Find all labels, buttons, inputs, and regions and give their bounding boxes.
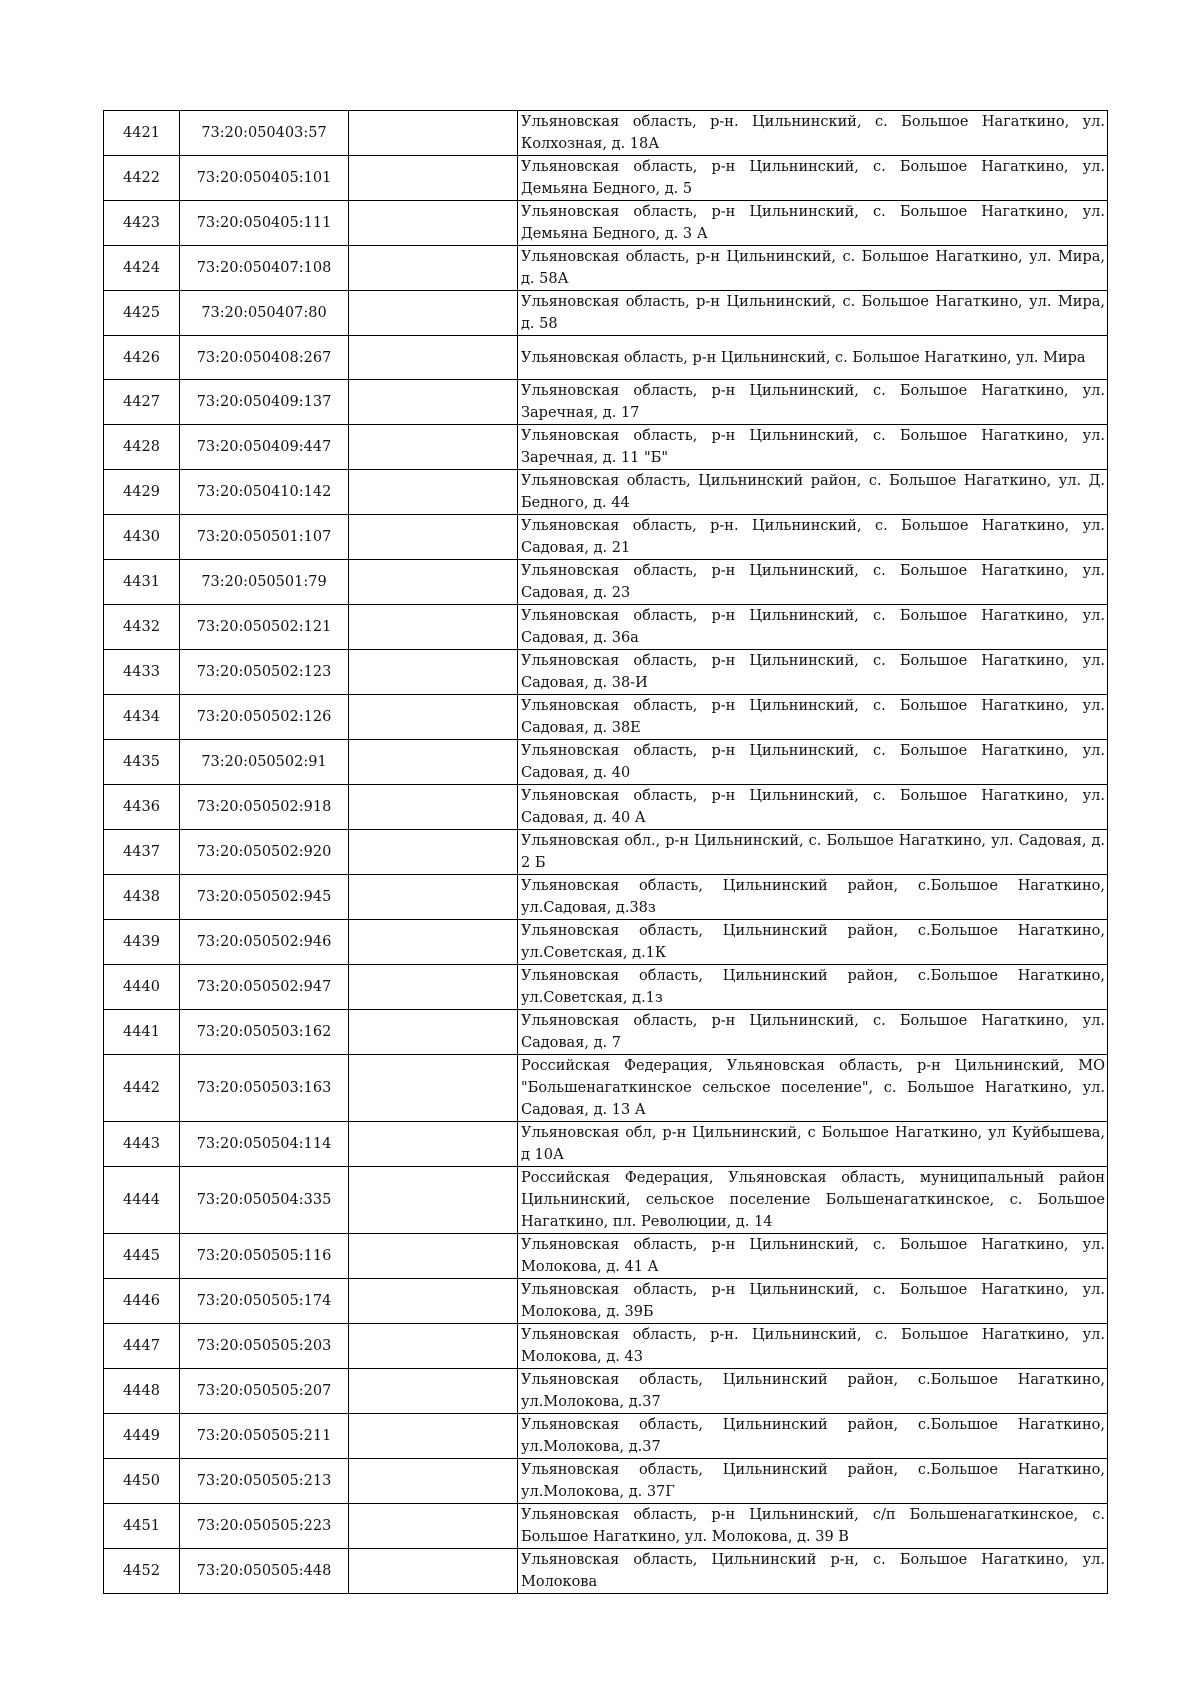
address: Ульяновская область, р-н Цильнинский, с. Большое Нагаткино, ул. Молокова, д. 41 А (518, 1234, 1108, 1279)
row-number: 4450 (104, 1459, 180, 1504)
row-number: 4427 (104, 380, 180, 425)
address: Ульяновская область, р-н Цильнинский, с. Большое Нагаткино, ул. Молокова, д. 39Б (518, 1279, 1108, 1324)
empty-cell (349, 1279, 518, 1324)
empty-cell (349, 1369, 518, 1414)
address: Ульяновская область, р-н Цильнинский, с. Большое Нагаткино, ул. Мира, д. 58 (518, 291, 1108, 336)
address: Ульяновская область, р-н Цильнинский, с. Большое Нагаткино, ул. Садовая, д. 38Е (518, 695, 1108, 740)
row-number: 4423 (104, 201, 180, 246)
cadastral-number: 73:20:050504:335 (180, 1167, 349, 1234)
empty-cell (349, 1122, 518, 1167)
row-number: 4452 (104, 1549, 180, 1594)
empty-cell (349, 965, 518, 1010)
address: Ульяновская область, Цильнинский район, с. Большое Нагаткино, ул. Д. Бедного, д. 44 (518, 470, 1108, 515)
cadastral-number: 73:20:050505:207 (180, 1369, 349, 1414)
address: Ульяновская область, р-н. Цильнинский, с. Большое Нагаткино, ул. Садовая, д. 21 (518, 515, 1108, 560)
cadastral-number: 73:20:050405:111 (180, 201, 349, 246)
address: Ульяновская область, р-н Цильнинский, с/п Большенагаткинское, с. Большое Нагаткино, ул. Молокова, д. 39 В (518, 1504, 1108, 1549)
cadastral-number: 73:20:050505:223 (180, 1504, 349, 1549)
empty-cell (349, 695, 518, 740)
cadastral-number: 73:20:050407:80 (180, 291, 349, 336)
row-number: 4438 (104, 875, 180, 920)
table-row (104, 246, 1108, 291)
cadastral-number: 73:20:050502:946 (180, 920, 349, 965)
table-row (104, 1549, 1108, 1594)
cadastral-number: 73:20:050501:107 (180, 515, 349, 560)
table-row (104, 1414, 1108, 1459)
cadastral-number: 73:20:050502:126 (180, 695, 349, 740)
registry-table (103, 110, 1108, 1594)
row-number: 4445 (104, 1234, 180, 1279)
row-number: 4448 (104, 1369, 180, 1414)
empty-cell (349, 1010, 518, 1055)
table-row (104, 111, 1108, 156)
row-number: 4430 (104, 515, 180, 560)
row-number: 4433 (104, 650, 180, 695)
address: Ульяновская область, Цильнинский район, с.Большое Нагаткино, ул.Садовая, д.38з (518, 875, 1108, 920)
empty-cell (349, 156, 518, 201)
cadastral-number: 73:20:050405:101 (180, 156, 349, 201)
table-row (104, 1234, 1108, 1279)
cadastral-number: 73:20:050504:114 (180, 1122, 349, 1167)
cadastral-number: 73:20:050409:137 (180, 380, 349, 425)
address: Ульяновская область, р-н Цильнинский, с. Большое Нагаткино, ул. Садовая, д. 7 (518, 1010, 1108, 1055)
empty-cell (349, 291, 518, 336)
row-number: 4424 (104, 246, 180, 291)
row-number: 4431 (104, 560, 180, 605)
row-number: 4425 (104, 291, 180, 336)
address: Ульяновская область, р-н Цильнинский, с. Большое Нагаткино, ул. Заречная, д. 17 (518, 380, 1108, 425)
address: Ульяновская область, р-н Цильнинский, с. Большое Нагаткино, ул. Садовая, д. 23 (518, 560, 1108, 605)
empty-cell (349, 380, 518, 425)
cadastral-number: 73:20:050408:267 (180, 336, 349, 380)
address: Ульяновская область, Цильнинский район, с.Большое Нагаткино, ул.Советская, д.1з (518, 965, 1108, 1010)
empty-cell (349, 336, 518, 380)
table-row (104, 740, 1108, 785)
table-row (104, 965, 1108, 1010)
row-number: 4451 (104, 1504, 180, 1549)
row-number: 4443 (104, 1122, 180, 1167)
empty-cell (349, 111, 518, 156)
cadastral-number: 73:20:050502:91 (180, 740, 349, 785)
row-number: 4441 (104, 1010, 180, 1055)
empty-cell (349, 650, 518, 695)
address: Ульяновская область, Цильнинский район, с.Большое Нагаткино, ул.Советская, д.1К (518, 920, 1108, 965)
row-number: 4436 (104, 785, 180, 830)
empty-cell (349, 1234, 518, 1279)
row-number: 4435 (104, 740, 180, 785)
address: Ульяновская область, р-н Цильнинский, с. Большое Нагаткино, ул. Демьяна Бедного, д. 5 (518, 156, 1108, 201)
address: Ульяновская область, р-н Цильнинский, с. Большое Нагаткино, ул. Демьяна Бедного, д. 3 А (518, 201, 1108, 246)
empty-cell (349, 1167, 518, 1234)
address: Ульяновская область, р-н Цильнинский, с. Большое Нагаткино, ул. Садовая, д. 38-И (518, 650, 1108, 695)
table-row (104, 201, 1108, 246)
address: Российская Федерация, Ульяновская область, муниципальный район Цильнинский, сельское поселение Большенагаткинское, с. Большое Нагаткино, пл. Революции, д. 14 (518, 1167, 1108, 1234)
table-row (104, 1369, 1108, 1414)
empty-cell (349, 425, 518, 470)
table-row (104, 650, 1108, 695)
empty-cell (349, 246, 518, 291)
address: Ульяновская область, р-н. Цильнинский, с. Большое Нагаткино, ул. Колхозная, д. 18А (518, 111, 1108, 156)
cadastral-number: 73:20:050410:142 (180, 470, 349, 515)
cadastral-number: 73:20:050502:947 (180, 965, 349, 1010)
cadastral-number: 73:20:050407:108 (180, 246, 349, 291)
address: Ульяновская область, р-н Цильнинский, с. Большое Нагаткино, ул. Мира (518, 336, 1108, 380)
address: Ульяновская область, р-н. Цильнинский, с. Большое Нагаткино, ул. Молокова, д. 43 (518, 1324, 1108, 1369)
empty-cell (349, 1549, 518, 1594)
cadastral-number: 73:20:050505:213 (180, 1459, 349, 1504)
table-row (104, 605, 1108, 650)
row-number: 4421 (104, 111, 180, 156)
cadastral-number: 73:20:050505:116 (180, 1234, 349, 1279)
row-number: 4428 (104, 425, 180, 470)
table-row (104, 1459, 1108, 1504)
row-number: 4440 (104, 965, 180, 1010)
row-number: 4429 (104, 470, 180, 515)
cadastral-number: 73:20:050502:123 (180, 650, 349, 695)
table-row (104, 830, 1108, 875)
address: Российская Федерация, Ульяновская область, р-н Цильнинский, МО "Большенагаткинское сельское поселение", с. Большое Нагаткино, ул. Садовая, д. 13 А (518, 1055, 1108, 1122)
empty-cell (349, 1414, 518, 1459)
table-row (104, 1279, 1108, 1324)
address: Ульяновская область, р-н Цильнинский, с. Большое Нагаткино, ул. Мира, д. 58А (518, 246, 1108, 291)
cadastral-number: 73:20:050503:162 (180, 1010, 349, 1055)
empty-cell (349, 605, 518, 650)
empty-cell (349, 470, 518, 515)
cadastral-number: 73:20:050502:920 (180, 830, 349, 875)
table-row (104, 875, 1108, 920)
address: Ульяновская область, р-н Цильнинский, с. Большое Нагаткино, ул. Садовая, д. 40 А (518, 785, 1108, 830)
table-row (104, 920, 1108, 965)
cadastral-number: 73:20:050409:447 (180, 425, 349, 470)
row-number: 4422 (104, 156, 180, 201)
empty-cell (349, 740, 518, 785)
table-row (104, 560, 1108, 605)
row-number: 4439 (104, 920, 180, 965)
table-row (104, 425, 1108, 470)
cadastral-number: 73:20:050501:79 (180, 560, 349, 605)
empty-cell (349, 1504, 518, 1549)
cadastral-number: 73:20:050502:121 (180, 605, 349, 650)
row-number: 4426 (104, 336, 180, 380)
table-row (104, 291, 1108, 336)
cadastral-number: 73:20:050505:211 (180, 1414, 349, 1459)
row-number: 4449 (104, 1414, 180, 1459)
table-row (104, 1504, 1108, 1549)
address: Ульяновская область, Цильнинский район, с.Большое Нагаткино, ул.Молокова, д.37 (518, 1414, 1108, 1459)
empty-cell (349, 875, 518, 920)
row-number: 4447 (104, 1324, 180, 1369)
row-number: 4442 (104, 1055, 180, 1122)
address: Ульяновская область, р-н Цильнинский, с. Большое Нагаткино, ул. Садовая, д. 40 (518, 740, 1108, 785)
address: Ульяновская область, Цильнинский район, с.Большое Нагаткино, ул.Молокова, д. 37Г (518, 1459, 1108, 1504)
cadastral-number: 73:20:050505:174 (180, 1279, 349, 1324)
cadastral-number: 73:20:050502:918 (180, 785, 349, 830)
table-row (104, 1122, 1108, 1167)
cadastral-number: 73:20:050502:945 (180, 875, 349, 920)
cadastral-number: 73:20:050505:203 (180, 1324, 349, 1369)
address: Ульяновская область, Цильнинский р-н, с. Большое Нагаткино, ул. Молокова (518, 1549, 1108, 1594)
table-row (104, 1055, 1108, 1122)
address: Ульяновская обл., р-н Цильнинский, с. Большое Нагаткино, ул. Садовая, д. 2 Б (518, 830, 1108, 875)
empty-cell (349, 785, 518, 830)
table-row (104, 695, 1108, 740)
cadastral-number: 73:20:050403:57 (180, 111, 349, 156)
table-row (104, 1324, 1108, 1369)
table-row (104, 1167, 1108, 1234)
cadastral-number: 73:20:050503:163 (180, 1055, 349, 1122)
row-number: 4446 (104, 1279, 180, 1324)
empty-cell (349, 560, 518, 605)
empty-cell (349, 830, 518, 875)
address: Ульяновская область, р-н Цильнинский, с. Большое Нагаткино, ул. Заречная, д. 11 "Б" (518, 425, 1108, 470)
table-row (104, 156, 1108, 201)
table-row (104, 380, 1108, 425)
row-number: 4432 (104, 605, 180, 650)
address: Ульяновская область, Цильнинский район, с.Большое Нагаткино, ул.Молокова, д.37 (518, 1369, 1108, 1414)
empty-cell (349, 1459, 518, 1504)
empty-cell (349, 201, 518, 246)
row-number: 4437 (104, 830, 180, 875)
empty-cell (349, 515, 518, 560)
address: Ульяновская область, р-н Цильнинский, с. Большое Нагаткино, ул. Садовая, д. 36а (518, 605, 1108, 650)
empty-cell (349, 1324, 518, 1369)
address: Ульяновская обл, р-н Цильнинский, с Большое Нагаткино, ул Куйбышева, д 10А (518, 1122, 1108, 1167)
row-number: 4434 (104, 695, 180, 740)
empty-cell (349, 1055, 518, 1122)
table-row (104, 785, 1108, 830)
table-row (104, 336, 1108, 380)
row-number: 4444 (104, 1167, 180, 1234)
table-row (104, 1010, 1108, 1055)
cadastral-number: 73:20:050505:448 (180, 1549, 349, 1594)
empty-cell (349, 920, 518, 965)
table-row (104, 515, 1108, 560)
table-row (104, 470, 1108, 515)
